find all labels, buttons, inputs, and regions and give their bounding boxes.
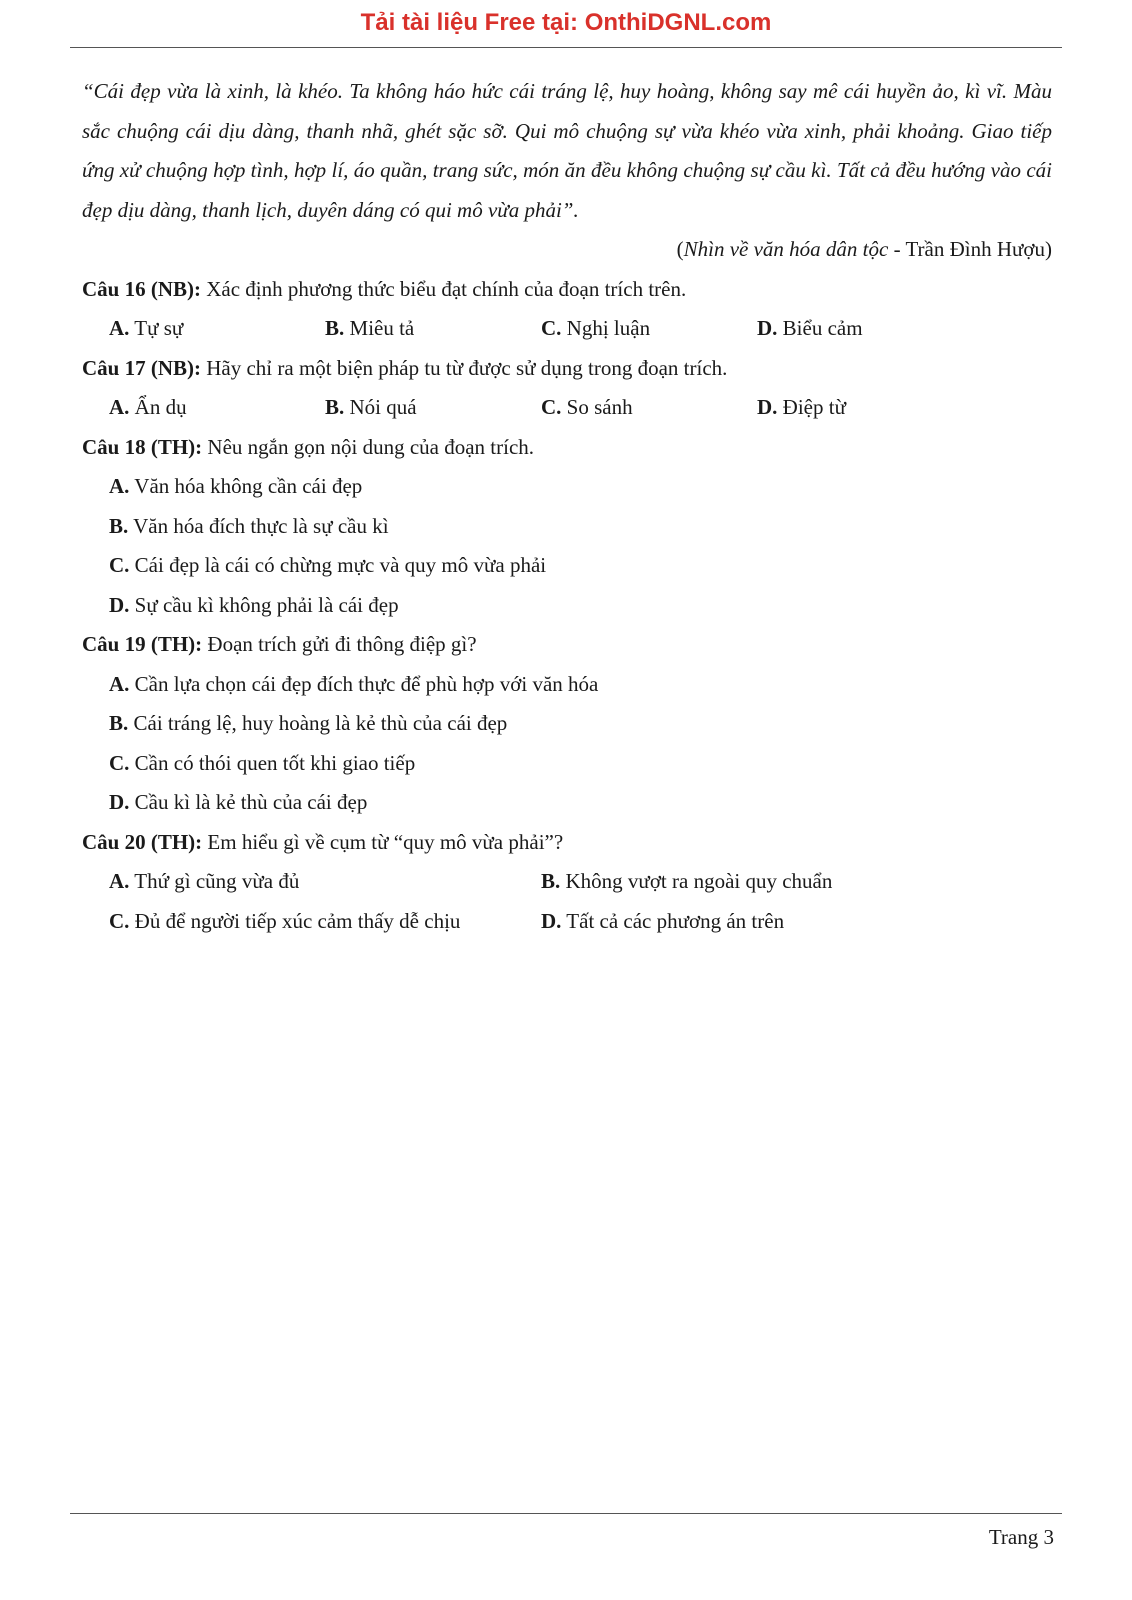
option-b[interactable]: B. Miêu tả xyxy=(325,316,415,340)
question-20-options xyxy=(82,862,1052,941)
option-a[interactable]: A. Văn hóa không cần cái đẹp xyxy=(109,474,363,498)
option-a[interactable]: A. Tự sự xyxy=(109,316,184,340)
question-19 xyxy=(82,625,1052,665)
option-c[interactable]: C. Cái đẹp là cái có chừng mực và quy mô vừa phải xyxy=(109,553,547,577)
option-b[interactable]: B. Nói quá xyxy=(325,395,417,419)
question-16 xyxy=(82,270,1052,310)
option-c[interactable]: C. Đủ để người tiếp xúc cảm thấy dễ chịu xyxy=(109,908,461,933)
question-17-options xyxy=(82,388,1052,428)
question-text: Hãy chỉ ra một biện pháp tu từ được sử dụng trong đoạn trích. xyxy=(201,355,728,380)
excerpt-source xyxy=(82,230,1052,270)
question-text: Nêu ngắn gọn nội dung của đoạn trích. xyxy=(202,434,535,459)
option-d[interactable]: D. Điệp từ xyxy=(757,395,846,419)
source-open: ( xyxy=(676,237,684,261)
question-17 xyxy=(82,349,1052,389)
question-text: Xác định phương thức biểu đạt chính của đoạn trích trên. xyxy=(201,276,687,301)
option-c[interactable]: C. So sánh xyxy=(541,395,633,419)
option-d[interactable]: D. Cầu kì là kẻ thù của cái đẹp xyxy=(109,790,368,814)
option-b[interactable]: B. Văn hóa đích thực là sự cầu kì xyxy=(109,513,389,538)
option-d[interactable]: D. Sự cầu kì không phải là cái đẹp xyxy=(109,592,399,617)
question-18 xyxy=(82,428,1052,468)
question-label: Câu 18 (TH): xyxy=(82,434,203,459)
header-title[interactable]: Tải tài liệu Free tại: OnthiDGNL.com xyxy=(360,9,772,36)
question-text: Em hiểu gì về cụm từ “quy mô vừa phải”? xyxy=(202,829,564,854)
page-number: Trang 3 xyxy=(988,1525,1054,1549)
option-c[interactable]: C. Nghị luận xyxy=(541,316,651,340)
option-c[interactable]: C. Cần có thói quen tốt khi giao tiếp xyxy=(109,750,416,775)
question-label: Câu 19 (TH): xyxy=(82,632,203,656)
option-a[interactable]: A. Cần lựa chọn cái đẹp đích thực để phù hợp với văn hóa xyxy=(109,671,599,696)
excerpt-passage: “Cái đẹp vừa là xinh, là khéo. Ta không háo hức cái tráng lệ, huy hoàng, không say mê cái huyền ảo, kì vĩ. Màu sắc chuộng cái dịu dàng, thanh nhã, ghét sặc sỡ. Qui mô chuộng sự vừa khéo vừa xinh, phải khoảng. Giao tiếp ứng xử chuộng hợp tình, hợp lí, áo quần, trang sức, món ăn đều không chuộng sự cầu kì. Tất cả đều hướng vào cái đẹp dịu dàng, thanh lịch, duyên dáng có qui mô vừa phải”. xyxy=(82,79,1052,222)
option-d[interactable]: D. Tất cả các phương án trên xyxy=(541,908,785,933)
document-body xyxy=(82,72,1052,941)
option-a[interactable]: A. Ẩn dụ xyxy=(109,395,187,419)
question-18-options xyxy=(82,467,1052,625)
question-text: Đoạn trích gửi đi thông điệp gì? xyxy=(202,632,477,656)
question-19-options xyxy=(82,665,1052,823)
option-b[interactable]: B. Không vượt ra ngoài quy chuẩn xyxy=(541,869,833,893)
option-b[interactable]: B. Cái tráng lệ, huy hoàng là kẻ thù của cái đẹp xyxy=(109,711,508,735)
question-20 xyxy=(82,823,1052,863)
option-d[interactable]: D. Biểu cảm xyxy=(757,316,863,340)
footer-divider xyxy=(70,1513,1062,1514)
question-label: Câu 16 (NB): xyxy=(82,276,201,301)
question-16-options xyxy=(82,309,1052,349)
question-label: Câu 20 (TH): xyxy=(82,829,203,854)
option-a[interactable]: A. Thứ gì cũng vừa đủ xyxy=(109,869,300,893)
question-label: Câu 17 (NB): xyxy=(82,355,201,380)
source-title: Nhìn về văn hóa dân tộc xyxy=(683,237,889,261)
header-divider xyxy=(70,47,1062,48)
source-author: - Trần Đình Hượu) xyxy=(888,237,1052,261)
